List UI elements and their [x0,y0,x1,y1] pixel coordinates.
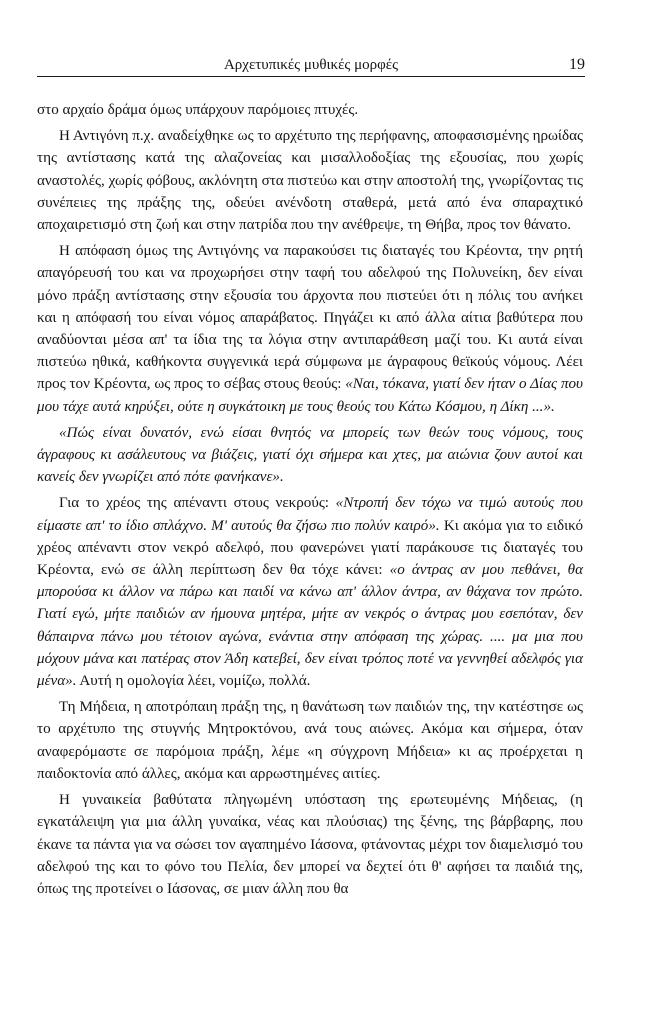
paragraph-text: Η Αντιγόνη π.χ. αναδείχθηκε ως το αρχέτυπο της περήφανης, αποφασισμένης ηρωίδας της αντίστασης κατά της αλαζονείας και μισαλλοδοξίας της εξουσίας, που χωρίς αναστολές, χωρίς φόβους, ακλόνητη στα πιστεύω και στην αποστολή της, γνωρίζοντας τις συνέπειες της πράξης της, οδεύει ανένδοτη σταθερά, μετά από ένα σπαραχτικό αποχαιρετισμό στη ζωή και στην πατρίδα που την ανέθρεψε, τη Θήβα, προς τον θάνατο. [37,128,583,234]
page-header [37,56,585,77]
quoted-text: «Πώς είναι δυνατόν, ενώ είσαι θνητός να μπορείς των θεών τους νόμους, τους άγραφους κι ασάλευτους να βιάζεις, γιατί όχι σήμερα και χτες, μα αιώνια ζουν αυτοί και κανείς δεν γνωρίζει από πότε φανήκανε». [37,424,583,486]
quoted-text: «Ντροπή δεν τόχω να τιμώ αυτούς που είμαστε απ' το ίδιο σπλάχνο. Μ' αυτούς θα ζήσω πιο πολύν καιρό». [37,495,583,534]
paragraph [37,99,583,121]
paragraph-text: Η απόφαση όμως της Αντιγόνης να παρακούσει τις διαταγές του Κρέοντα, την ρητή απαγόρευσή του και να προχωρήσει στην ταφή του αδελφού της Πολυνείκη, δεν είναι μόνο πράξη αντίστασης στην εξουσία του άρχοντα που πιστεύει ότι η πόλις του ανήκει και η απόφασή του είναι νόμος απαράβατος. Πηγάζει κι από άλλα αίτια βαθύτερα που αναδύονται μέσα απ' τα ίδια της τα λόγια στην αντιπαράθεση μαζί του. Κι αυτά είναι πιστεύω ηθικά, καθήκοντα συγγενικά ιερά σύμφωνα με άγραφους θεϊκούς νόμους. Λέει προς τον Κρέοντα, ως προς το σέβας στους θεούς: [37,243,583,393]
paragraph [37,789,583,900]
paragraph [37,492,583,692]
body-text [37,99,583,900]
quoted-text: «ο άντρας αν μου πεθάνει, θα μπορούσα κι άλλον να πάρω και παιδί να κάνω απ' άλλον άντρα, αν θάχανα τον πρώτο. Γιατί εγώ, μήτε παιδιών αν ήμουνα μητέρα, μήτε αν νεκρός ο άντρας μου εσεπόταν, δεν θάπαιρνα πάνω μου τέτοιον αγώνα, ενάντια στην απόφαση της χώρας. .... μα μια που μόχουν μάνα και πατέρας στον Άδη κατεβεί, δεν είναι τρόπος ποτέ να γεννηθεί αδελφός για μένα». [37,562,583,690]
running-title: Αρχετυπικές μυθικές μορφές [223,57,399,73]
paragraph [37,696,583,785]
paragraph [37,125,583,236]
paragraph-text: Κι ακόμα για το ειδικό χρέος απέναντι στον νεκρό αδελφό, που φανερώνει γιατί παράκουσε τις διαταγές του Κρέοντα, ενώ σε άλλη περίπτωση δεν θα τόχε κάνει: [37,517,584,579]
page-number: 19 [569,56,585,73]
paragraph-text: Αυτή η ομολογία λέει, νομίζω, πολλά. [76,673,311,690]
paragraph-text: Τη Μήδεια, η αποτρόπαιη πράξη της, η θανάτωση των παιδιών της, την κατέστησε ως το αρχέτυπο της στυγνής Μητροκτόνου, ανά τους αιώνες. Ακόμα και σήμερα, όταν αναφερόμαστε σε παρόμοια πράξη, λέμε «η σύγχρονη Μήδεια» κι ας προέρχεται η παιδοκτονία από άλλες, ακόμα και αρρωστημένες αιτίες. [37,699,583,782]
paragraph [37,422,583,489]
paragraph [37,240,583,418]
paragraph-text: στο αρχαίο δράμα όμως υπάρχουν παρόμοιες πτυχές. [37,102,359,118]
paragraph-text: Η γυναικεία βαθύτατα πληγωμένη υπόσταση της ερωτευμένης Μήδειας, (η εγκατάλειψη για μια άλλη γυναίκα, νέας και πλούσιας) της ξένης, της βάρβαρης, που έκανε τα πάντα για να σώσει τον αγαπημένο Ιάσονα, φτάνοντας μέχρι τον διαμελισμό του αδελφού της και το φόνο του Πελία, δεν μπορεί να δεχτεί ότι θ' αφήσει τα παιδιά της, όπως της προτείνει ο Ιάσονας, σε μιαν άλλη που θα [37,792,583,897]
quoted-text: «Ναι, τόκανα, γιατί δεν ήταν ο Δίας που μου τάχε αυτά κηρύξει, ούτε η συγκάτοικη με τους θεούς του Κάτω Κόσμου, η Δίκη ...». [37,376,583,415]
paragraph-text: Για το χρέος της απέναντι στους νεκρούς: [59,495,336,512]
